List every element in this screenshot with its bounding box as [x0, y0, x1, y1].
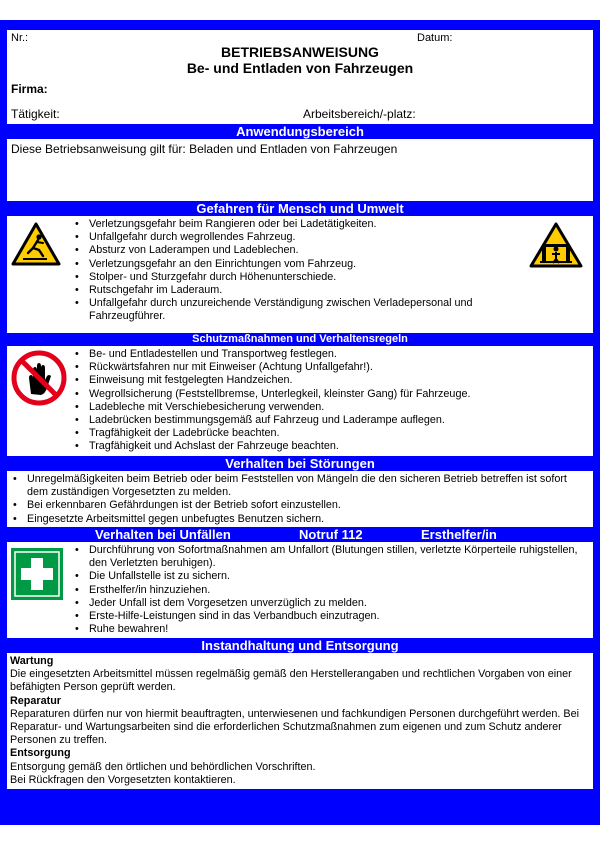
list-item: • Be- und Entladestellen und Transportweg festlegen. — [69, 348, 579, 361]
section-header-schutzmassnahmen: Schutzmaßnahmen und Verhaltensregeln — [7, 333, 593, 346]
schutz-section — [7, 346, 593, 456]
list-item: • Stolper- und Sturzgefahr durch Höhenunterschiede. — [69, 271, 519, 284]
list-item: • Ladebleche mit Verschiebesicherung verwenden. — [69, 401, 579, 414]
no-access-hand-icon — [11, 350, 67, 409]
unfaelle-title: Verhalten bei Unfällen — [95, 527, 231, 542]
list-item: • Ruhe bewahren! — [69, 623, 581, 636]
section-header-stoerungen: Verhalten bei Störungen — [7, 456, 593, 471]
list-item: • Eingesetzte Arbeitsmittel gegen unbefugtes Benutzen sichern. — [7, 513, 589, 526]
list-item: • Durchführung von Sofortmaßnahmen am Unfallort (Blutungen stillen, verletzte Körperteile ruhigstellen, den Verletzten beruhigen). — [69, 544, 581, 570]
wartung-text: Die eingesetzten Arbeitsmittel müssen regelmäßig gemäß den Herstellerangaben und rechtlichen Vorgaben von einer befähigten Person geprüft werden. — [10, 668, 572, 694]
list-item: • Absturz von Laderampen und Ladeblechen. — [69, 244, 519, 257]
document-frame — [0, 20, 600, 825]
header-row-nr-datum — [7, 30, 593, 46]
list-item: • Unfallgefahr durch wegrollendes Fahrzeug. — [69, 231, 519, 244]
reparatur-text: Reparaturen dürfen nur von hiermit beauftragten, unterwiesenen und fachkundigen Personen durchgeführt werden. Bei Reparatur- und Wartungsarbeiten sind die erforderlichen Schutzmaßnahmen zum eigenen und zum Schutz anderer Personen zu treffen. — [10, 707, 580, 747]
list-item: • Verletzungsgefahr an den Einrichtungen vom Fahrzeug. — [69, 258, 519, 271]
taetigkeit-label: Tätigkeit: — [11, 107, 60, 121]
first-aid-icon — [11, 548, 63, 603]
reparatur-heading: Reparatur — [10, 694, 62, 707]
gefahren-list — [69, 218, 519, 324]
section-header-instandhaltung: Instandhaltung und Entsorgung — [7, 638, 593, 653]
list-item: • Tragfähigkeit und Achslast der Fahrzeuge beachten. — [69, 440, 579, 453]
crush-hazard-icon — [529, 222, 583, 271]
rueckfragen-text: Bei Rückfragen den Vorgesetzten kontaktieren. — [10, 773, 236, 786]
nr-label: Nr.: — [11, 32, 29, 44]
section-header-unfaelle — [7, 527, 593, 542]
anwendungsbereich-text: Diese Betriebsanweisung gilt für: Beladen und Entladen von Fahrzeugen — [11, 142, 398, 156]
firma-label: Firma: — [11, 82, 48, 96]
schutz-list — [69, 348, 579, 454]
list-item: • Verletzungsgefahr beim Rangieren oder bei Ladetätigkeiten. — [69, 218, 519, 231]
list-item: • Tragfähigkeit der Ladebrücke beachten. — [69, 427, 579, 440]
entsorgung-heading: Entsorgung — [10, 747, 71, 760]
slip-warning-icon — [11, 222, 61, 269]
section-header-anwendungsbereich: Anwendungsbereich — [7, 124, 593, 139]
list-item: • Unregelmäßigkeiten beim Betrieb oder beim Feststellen von Mängeln die den sicheren Betrieb betreffen ist sofort dem zuständigen Vorgesetzten zu melden. — [7, 473, 589, 499]
wartung-heading: Wartung — [10, 655, 54, 667]
document-sheet — [7, 30, 593, 789]
ersthelfer-label: Ersthelfer/in — [421, 527, 497, 542]
list-item: • Bei erkennbaren Gefährdungen ist der Betrieb sofort einzustellen. — [7, 499, 589, 512]
unfaelle-section — [7, 542, 593, 638]
list-item: • Ladebrücken bestimmungsgemäß auf Fahrzeug und Laderampe auflegen. — [69, 414, 579, 427]
datum-label: Datum: — [417, 32, 453, 44]
list-item: • Ersthelfer/in hinzuziehen. — [69, 584, 581, 597]
stoerungen-section — [7, 471, 593, 527]
list-item: • Rutschgefahr im Laderaum. — [69, 284, 519, 297]
notruf-label: Notruf 112 — [299, 527, 363, 542]
document-subtitle: Be- und Entladen von Fahrzeugen — [186, 60, 414, 76]
list-item: • Jeder Unfall ist dem Vorgesetzen unverzüglich zu melden. — [69, 597, 581, 610]
entsorgung-text: Entsorgung gemäß den örtlichen und behördlichen Vorschriften. — [10, 760, 316, 773]
arbeitsbereich-label: Arbeitsbereich/-platz: — [303, 107, 416, 121]
list-item: • Die Unfallstelle ist zu sichern. — [69, 570, 581, 583]
section-header-gefahren: Gefahren für Mensch und Umwelt — [7, 201, 593, 216]
stoerungen-list — [7, 473, 589, 526]
gefahren-section — [7, 216, 593, 333]
document-title: BETRIEBSANWEISUNG — [221, 44, 379, 60]
list-item: • Einweisung mit festgelegten Handzeichen. — [69, 374, 579, 387]
unfaelle-list — [69, 544, 581, 636]
list-item: • Erste-Hilfe-Leistungen sind in das Verbandbuch einzutragen. — [69, 610, 581, 623]
list-item: • Wegrollsicherung (Feststellbremse, Unterlegkeil, kleinster Gang) für Fahrzeuge. — [69, 388, 579, 401]
list-item: • Rückwärtsfahren nur mit Einweiser (Achtung Unfallgefahr!). — [69, 361, 579, 374]
list-item: • Unfallgefahr durch unzureichende Verständigung zwischen Verladepersonal und Fahrzeugführer. — [69, 297, 519, 323]
instandhaltung-section — [7, 653, 593, 789]
header-row-taetigkeit — [7, 106, 593, 124]
